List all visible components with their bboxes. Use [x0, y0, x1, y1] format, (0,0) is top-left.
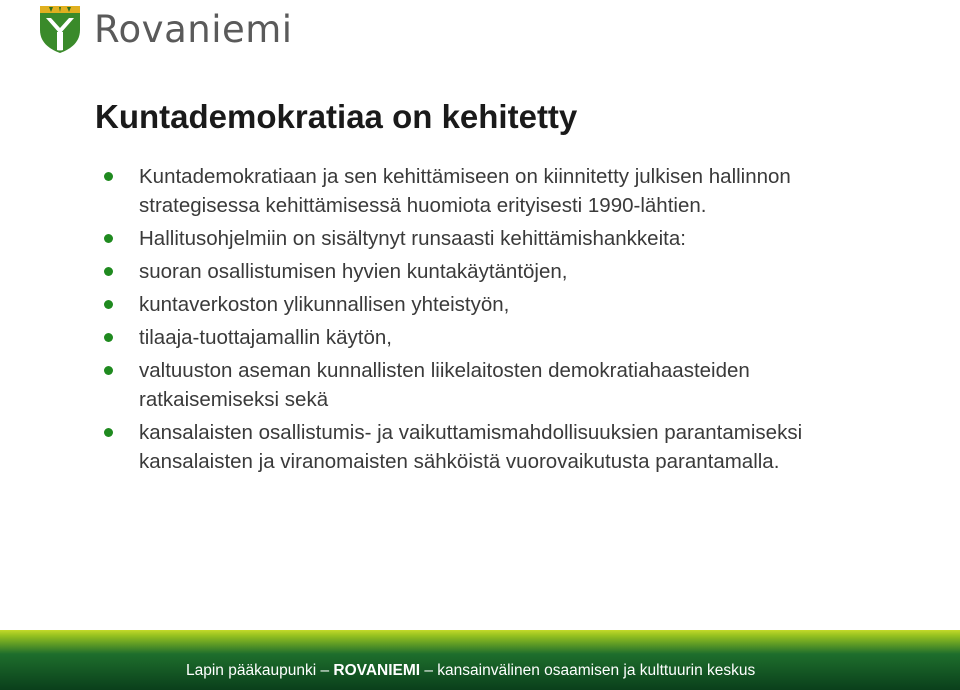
bullet-dot-icon: [104, 172, 113, 181]
bullet-text: kansalaisten osallistumis- ja vaikuttamismahdollisuuksien parantamiseksi kansalaisten ja viranomaisten sähköistä vuorovaikutusta parantamalla.: [139, 421, 803, 473]
bullet-dot-icon: [104, 333, 113, 342]
slide-title: Kuntademokratiaa on kehitetty: [95, 98, 578, 135]
coat-of-arms-icon: [38, 4, 82, 54]
brand-wordmark: Rovaniemi: [94, 7, 293, 51]
bullet-list: [104, 162, 864, 480]
bullet-dot-icon: [104, 428, 113, 437]
bullet-item: [104, 257, 864, 286]
footer-tagline-city: ROVANIEMI: [333, 662, 421, 679]
bullet-item: [104, 224, 864, 253]
bullet-item: [104, 290, 864, 319]
bullet-item: [104, 162, 864, 220]
bullet-text: tilaaja-tuottajamallin käytön,: [139, 326, 392, 349]
bullet-text: Kuntademokratiaan ja sen kehittämiseen on kiinnitetty julkisen hallinnon strategisessa kehittämisessä huomiota erityisesti 1990-lähtien.: [139, 165, 791, 217]
bullet-dot-icon: [104, 300, 113, 309]
bullet-text: Hallitusohjelmiin on sisältynyt runsaasti kehittämishankkeita:: [139, 227, 686, 250]
bullet-item: [104, 323, 864, 352]
bullet-dot-icon: [104, 234, 113, 243]
bullet-dot-icon: [104, 366, 113, 375]
footer-tagline: [186, 663, 755, 679]
rovaniemi-logo: [38, 4, 293, 54]
footer-tagline-left: Lapin pääkaupunki –: [186, 662, 334, 679]
bullet-text: suoran osallistumisen hyvien kuntakäytäntöjen,: [139, 260, 568, 283]
footer-banner: [0, 630, 960, 690]
bullet-text: valtuuston aseman kunnallisten liikelaitosten demokratiahaasteiden ratkaisemiseksi sekä: [139, 359, 750, 411]
footer-tagline-right: – kansainvälinen osaamisen ja kulttuurin keskus: [420, 662, 756, 679]
bullet-item: [104, 418, 864, 476]
bullet-dot-icon: [104, 267, 113, 276]
bullet-text: kuntaverkoston ylikunnallisen yhteistyön,: [139, 293, 510, 316]
bullet-item: [104, 356, 864, 414]
